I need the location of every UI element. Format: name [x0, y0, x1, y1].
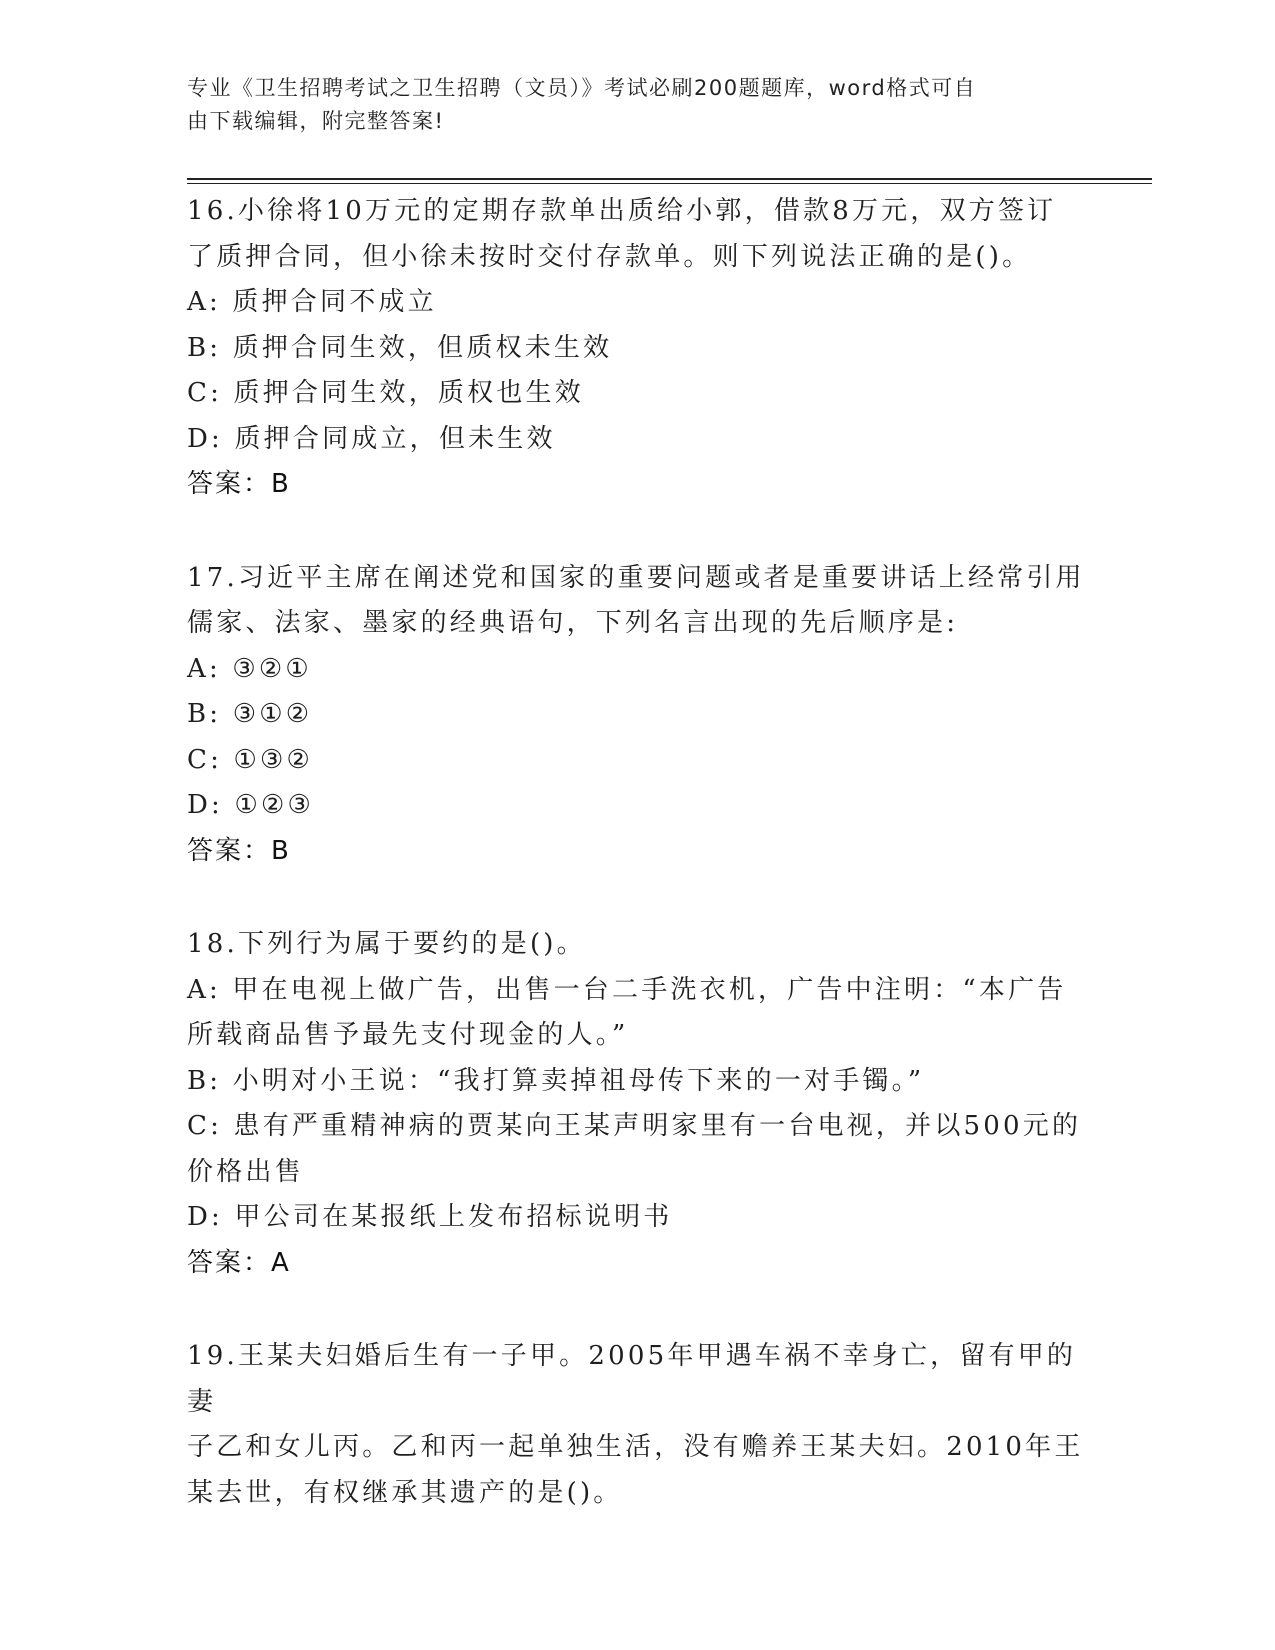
option-c-continued: 价格出售 — [187, 1156, 304, 1187]
question-stem-line: 了质押合同，但小徐未按时交付存款单。则下列说法正确的是()。 — [187, 241, 1032, 272]
question-17 — [187, 556, 1087, 875]
answer-label: 答案：B — [187, 835, 291, 866]
option-a-continued: 所载商品售予最先支付现金的人。” — [187, 1020, 629, 1050]
option-a: A: 质押合同不成立 — [187, 287, 437, 317]
header-line-1: 专业《卫生招聘考试之卫生招聘（文员）》考试必刷200题题库，word格式可自 — [187, 76, 977, 100]
question-18 — [187, 922, 1087, 1286]
header-line-2: 由下载编辑，附完整答案! — [187, 109, 445, 133]
option-c: C: 质押合同生效，质权也生效 — [187, 378, 584, 408]
question-list — [187, 189, 1087, 1564]
option-b: B: 小明对小王说：“我打算卖掉祖母传下来的一对手镯。” — [187, 1065, 925, 1096]
header-divider-thin — [187, 183, 1152, 184]
answer-label: 答案：A — [187, 1247, 291, 1278]
option-d: D: 甲公司在某报纸上发布招标说明书 — [187, 1202, 673, 1232]
option-b: B: 质押合同生效，但质权未生效 — [187, 332, 613, 363]
question-19 — [187, 1334, 1087, 1516]
answer-label: 答案：B — [187, 469, 291, 499]
option-b: B: ③①② — [187, 699, 313, 729]
question-stem-line: 19.王某夫妇婚后生有一子甲。2005年甲遇车祸不幸身亡，留有甲的妻 — [187, 1341, 1077, 1417]
question-stem-line: 某去世，有权继承其遗产的是()。 — [187, 1477, 623, 1508]
question-stem-line: 子乙和女儿丙。乙和丙一起单独生活，没有赡养王某夫妇。2010年王 — [187, 1432, 1084, 1462]
document-header — [187, 72, 1067, 138]
option-a: A: 甲在电视上做广告，出售一台二手洗衣机，广告中注明：“本广告 — [187, 974, 1067, 1005]
question-stem-line: 18.下列行为属于要约的是()。 — [187, 929, 586, 959]
option-c: C: ①③② — [187, 744, 314, 775]
question-stem-line: 17.习近平主席在阐述党和国家的重要问题或者是重要讲话上经常引用 — [187, 562, 1085, 593]
header-divider-thick — [187, 178, 1152, 180]
question-16 — [187, 189, 1087, 508]
option-c: C: 患有严重精神病的贾某向王某声明家里有一台电视，并以500元的 — [187, 1111, 1082, 1141]
option-d: D: 质押合同成立，但未生效 — [187, 423, 556, 454]
option-a: A: ③②① — [187, 653, 312, 684]
option-d: D: ①②③ — [187, 790, 314, 820]
question-stem-line: 16.小徐将10万元的定期存款单出质给小郭，借款8万元，双方签订 — [187, 196, 1057, 226]
question-stem-line: 儒家、法家、墨家的经典语句，下列名言出现的先后顺序是: — [187, 608, 959, 638]
